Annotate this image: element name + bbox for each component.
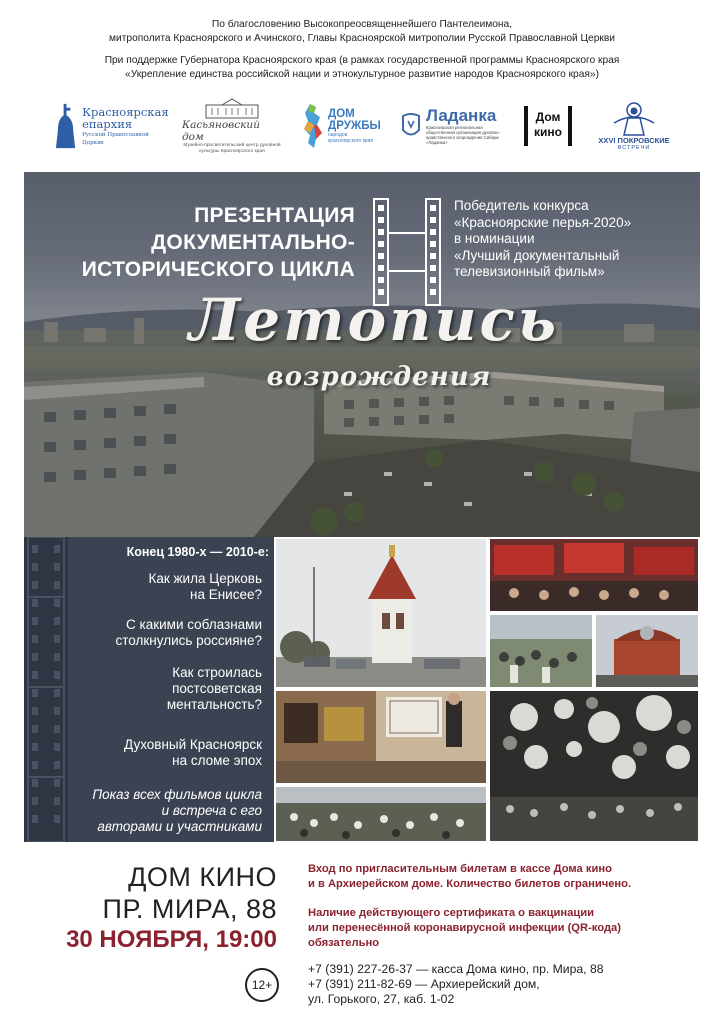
hero-banner bbox=[24, 172, 700, 537]
question-line: постсоветская bbox=[172, 681, 262, 696]
pokrov-logo bbox=[594, 94, 674, 158]
chapel-photo bbox=[276, 539, 486, 687]
domkino-name-2: кино bbox=[534, 125, 562, 139]
church-photo bbox=[596, 615, 698, 687]
photo-collage bbox=[274, 537, 700, 842]
question-line: на сломе эпох bbox=[172, 753, 262, 768]
header bbox=[24, 0, 700, 172]
kasyanov-subtitle: Музейно-просветительский центр духовной культуры Красноярского края bbox=[183, 143, 281, 154]
question-line: Как строилась bbox=[172, 665, 262, 680]
friendship-name-2: ДРУЖБЫ bbox=[328, 120, 381, 132]
protest-photo bbox=[490, 539, 698, 611]
blessing-text bbox=[24, 18, 700, 46]
venue-address: ПР. МИРА, 88 bbox=[102, 894, 277, 924]
question-line: ментальность? bbox=[166, 697, 262, 712]
eparchy-logo bbox=[54, 94, 169, 158]
event-footer bbox=[24, 842, 700, 1024]
ticket-info-line: Вход по пригласительным билетам в кассе Дома кино bbox=[308, 863, 612, 875]
support-text bbox=[24, 54, 700, 82]
eparchy-name: Красноярская bbox=[82, 104, 169, 119]
ticket-info-line: и в Архиерейском доме. Количество билетов ограничено. bbox=[308, 878, 632, 890]
award-line: в номинации bbox=[454, 231, 535, 246]
event-date: 30 НОЯБРЯ, 19:00 bbox=[66, 926, 277, 953]
house-icon bbox=[202, 97, 262, 119]
pokrov-name-2: ВСТРЕЧИ bbox=[617, 145, 651, 151]
domkino-name: Дом bbox=[535, 110, 561, 124]
award-line: «Красноярские перья-2020» bbox=[454, 214, 632, 230]
question-item bbox=[148, 571, 262, 603]
contact-info bbox=[308, 962, 688, 1007]
collage-images bbox=[274, 537, 700, 842]
era-heading: Конец 1980-х — 2010-е: bbox=[126, 545, 269, 559]
screening-line: Показ всех фильмов цикла bbox=[92, 787, 262, 802]
question-line: Как жила Церковь bbox=[148, 571, 262, 586]
award-line: телевизионный фильм» bbox=[454, 264, 605, 279]
domkino-logo bbox=[524, 94, 574, 158]
presentation-line: ПРЕЗЕНТАЦИЯ bbox=[194, 204, 355, 227]
question-line: на Енисее? bbox=[190, 587, 262, 602]
ladanka-name: Ладанка bbox=[426, 105, 497, 125]
age-rating-badge: 12+ bbox=[245, 968, 279, 1002]
balloons-photo bbox=[490, 691, 698, 841]
eparchy-emblem-icon bbox=[54, 101, 77, 151]
support-line: «Укрепление единства российской нации и этнокультурное развитие народов Красноярского края») bbox=[125, 69, 599, 80]
presentation-title bbox=[82, 202, 355, 283]
question-line: Духовный Красноярск bbox=[124, 737, 262, 752]
kasyanov-name: Касьяновский дом bbox=[182, 119, 260, 143]
ladanka-subtitle: Красноярская региональная общественная организация духовно-нравственного возрождения Сибири «Ладанка» bbox=[426, 124, 500, 146]
ladanka-logo bbox=[400, 94, 512, 158]
friendship-subtitle: народов красноярского края bbox=[328, 132, 374, 144]
award-line: «Лучший документальный bbox=[454, 247, 620, 263]
vaccination-info bbox=[308, 906, 688, 951]
vaccination-info-line: обязательно bbox=[308, 937, 380, 949]
friendship-name: ДОМ bbox=[328, 108, 355, 120]
vaccination-info-line: Наличие действующего сертификата о вакцинации bbox=[308, 907, 595, 919]
partner-logos bbox=[54, 94, 686, 158]
eparchy-name-2: епархия bbox=[82, 116, 133, 131]
contact-line: +7 (391) 227-26-37 — касса Дома кино, пр. Мира, 88 bbox=[308, 962, 604, 976]
eparchy-subtitle: Русской Православной Церкви bbox=[82, 131, 149, 146]
procession-photo bbox=[490, 615, 592, 687]
award-text bbox=[454, 198, 674, 281]
question-item bbox=[124, 737, 262, 769]
award-line: Победитель конкурса bbox=[454, 198, 589, 213]
blessing-line: По благословению Высокопреосвященнейшего Пантелеимона, bbox=[211, 19, 513, 30]
film-title: Летопись bbox=[188, 286, 560, 354]
contact-line: +7 (391) 211-82-69 — Архиерейский дом, bbox=[308, 977, 540, 991]
pokrov-name: XXVI ПОКРОВСКИЕ bbox=[598, 136, 670, 145]
screening-line: и встреча с его bbox=[161, 803, 262, 818]
kasyanov-logo bbox=[182, 94, 282, 158]
contact-line: ул. Горького, 27, каб. 1-02 bbox=[308, 992, 455, 1006]
blessing-line: митрополита Красноярского и Ачинского, Главы Красноярской митрополии Русской Православной Церкви bbox=[109, 33, 615, 44]
question-line: С какими соблазнами bbox=[126, 617, 262, 632]
ladanka-emblem-icon bbox=[400, 113, 422, 139]
ticket-info bbox=[308, 862, 688, 892]
support-line: При поддержке Губернатора Красноярского края (в рамках государственной программы Красноярского края bbox=[104, 55, 620, 66]
presentation-line: ИСТОРИЧЕСКОГО ЦИКЛА bbox=[81, 258, 355, 281]
krasnoyarsk-region-icon bbox=[302, 103, 324, 149]
friendship-logo bbox=[302, 94, 382, 158]
venue-name: ДОМ КИНО bbox=[128, 862, 277, 892]
pokrov-icon-icon bbox=[612, 101, 656, 137]
vaccination-info-line: или перенесённой коронавирусной инфекции (QR-кода) bbox=[308, 922, 621, 934]
exhibition-photo bbox=[276, 691, 486, 783]
film-subtitle: возрождения bbox=[266, 362, 492, 392]
film-strip-decoration bbox=[24, 537, 68, 842]
question-item bbox=[167, 665, 262, 713]
film-perforation-icon bbox=[24, 537, 68, 842]
questions-panel bbox=[24, 537, 274, 842]
crowd-photo bbox=[276, 787, 486, 841]
screening-line: авторами и участниками bbox=[97, 819, 262, 834]
question-item bbox=[116, 617, 262, 649]
screening-note bbox=[92, 787, 262, 835]
presentation-line: ДОКУМЕНТАЛЬНО- bbox=[151, 231, 355, 254]
question-line: столкнулись россияне? bbox=[115, 633, 262, 648]
